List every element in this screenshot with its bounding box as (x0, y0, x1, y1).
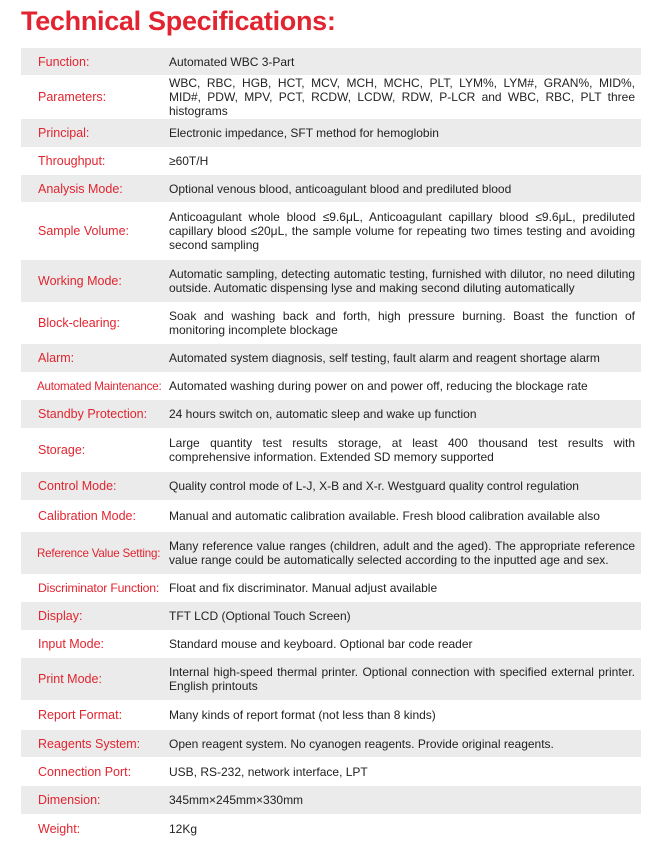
spec-row-working-mode (21, 260, 641, 302)
spec-label: Input Mode: (38, 637, 105, 651)
spec-value: TFT LCD (Optional Touch Screen) (169, 609, 351, 623)
spec-value: Quality control mode of L-J, X-B and X-r. Westguard quality control regulation (169, 479, 579, 493)
spec-row-calibration-mode (21, 500, 641, 532)
spec-label: Display: (38, 609, 83, 623)
spec-label: Principal: (38, 126, 90, 140)
spec-value: USB, RS-232, network interface, LPT (169, 764, 368, 779)
spec-row-sample-volume (21, 202, 641, 260)
spec-value: Optional venous blood, anticoagulant blood and prediluted blood (169, 181, 512, 196)
spec-value: ≥60T/H (169, 154, 209, 168)
spec-label: Connection Port: (38, 764, 132, 779)
spec-row-function (21, 48, 641, 75)
spec-label: Sample Volume: (38, 224, 130, 238)
spec-row-alarm (21, 344, 641, 372)
spec-label: Calibration Mode: (38, 509, 136, 523)
spec-label: Reagents System: (38, 736, 141, 751)
spec-row-automated-maintenance (21, 372, 641, 400)
spec-label: Dimension: (38, 793, 101, 807)
spec-row-connection-port (21, 757, 641, 786)
spec-value: Internal high-speed thermal printer. Optional connection with specified external printer. English printouts (169, 665, 635, 693)
spec-label: Standby Protection: (38, 407, 148, 421)
spec-value: Manual and automatic calibration available. Fresh blood calibration available also (169, 509, 600, 523)
spec-row-throughput (21, 147, 641, 175)
spec-row-discriminator-function (21, 574, 641, 602)
spec-value: 12Kg (169, 822, 198, 836)
page-title: Technical Specifications: (21, 6, 336, 36)
spec-label: Block-clearing: (38, 316, 120, 330)
spec-label: Control Mode: (38, 479, 117, 493)
spec-value: Automated system diagnosis, self testing, fault alarm and reagent shortage alarm (169, 351, 600, 365)
spec-value: Many reference value ranges (children, adult and the aged). The appropriate reference value range could be automatically selected according to the inputted age and sex. (169, 539, 635, 567)
spec-label: Reference Value Setting: (37, 546, 161, 560)
spec-row-display (21, 602, 641, 630)
spec-value: 345mm×245mm×330mm (169, 793, 304, 807)
spec-label: Working Mode: (38, 274, 122, 288)
spec-label: Alarm: (38, 351, 75, 365)
spec-label: Analysis Mode: (38, 181, 123, 196)
spec-value: Standard mouse and keyboard. Optional bar code reader (169, 637, 473, 651)
spec-label: Parameters: (38, 90, 107, 104)
spec-row-reference-value-setting (21, 532, 641, 574)
spec-row-report-format (21, 700, 641, 730)
spec-row-analysis-mode (21, 175, 641, 202)
spec-row-reagents-system (21, 730, 641, 757)
spec-value: Automated washing during power on and power off, reducing the blockage rate (169, 379, 588, 393)
spec-label: Throughput: (38, 154, 106, 168)
spec-row-dimension (21, 786, 641, 814)
spec-row-storage (21, 428, 641, 472)
spec-label: Weight: (38, 822, 81, 836)
spec-value: Open reagent system. No cyanogen reagents. Provide original reagents. (169, 736, 554, 751)
spec-value: Float and fix discriminator. Manual adjust available (169, 581, 438, 595)
spec-value: Automated WBC 3-Part (169, 54, 295, 69)
spec-value: 24 hours switch on, automatic sleep and wake up function (169, 407, 477, 421)
spec-label: Report Format: (38, 708, 123, 722)
spec-value: WBC, RBC, HGB, HCT, MCV, MCH, MCHC, PLT, LYM%, LYM#, GRAN%, MID%, MID#, PDW, MPV, PCT, RCDW, LCDW, RDW, P-LCR and WBC, RBC, PLT three histograms (169, 76, 635, 118)
spec-label: Function: (38, 54, 90, 69)
spec-value: Anticoagulant whole blood ≤9.6μL, Anticoagulant capillary blood ≤9.6μL, prediluted capillary blood ≤20μL, the sample volume for repeating two times testing and avoiding second sampling (169, 210, 635, 252)
spec-label: Automated Maintenance: (37, 379, 162, 393)
spec-row-control-mode (21, 472, 641, 500)
spec-row-input-mode (21, 630, 641, 658)
spec-label: Print Mode: (38, 672, 102, 686)
spec-table (21, 48, 641, 844)
spec-value: Soak and washing back and forth, high pressure burning. Boast the function of monitoring incomplete blockage (169, 309, 635, 337)
spec-value: Large quantity test results storage, at least 400 thousand test results with comprehensive information. Extended SD memory supported (169, 436, 635, 464)
spec-label: Discriminator Function: (38, 581, 160, 595)
spec-label: Storage: (38, 443, 86, 457)
spec-value: Automatic sampling, detecting automatic testing, furnished with dilutor, no need diluting outside. Automatic dispensing lyse and making second diluting automatically (169, 267, 635, 295)
spec-value: Many kinds of report format (not less than 8 kinds) (169, 708, 436, 722)
spec-row-principal (21, 119, 641, 147)
spec-row-block-clearing (21, 302, 641, 344)
spec-row-weight (21, 814, 641, 844)
spec-row-standby-protection (21, 400, 641, 428)
spec-row-print-mode (21, 658, 641, 700)
spec-value: Electronic impedance, SFT method for hemoglobin (169, 126, 439, 140)
spec-row-parameters (21, 75, 641, 119)
